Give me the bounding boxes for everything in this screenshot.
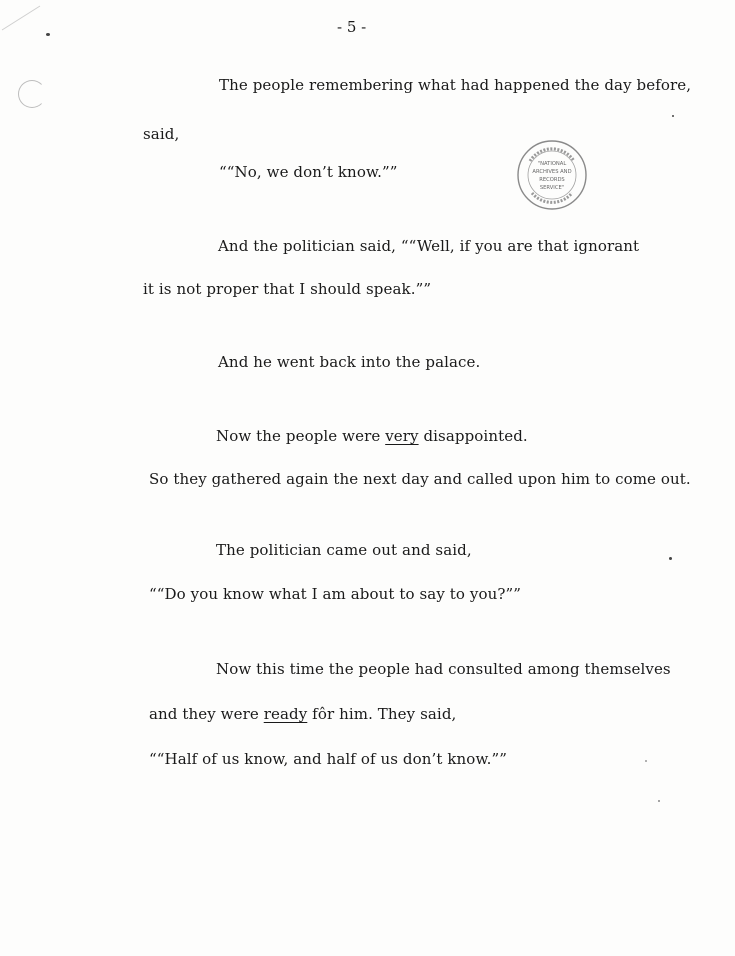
text-line-7-start: Now the people were <box>216 427 386 445</box>
stamp-line-3: RECORDS <box>539 177 565 183</box>
page-number: - 5 - <box>337 18 367 36</box>
text-line-11: Now this time the people had consulted among themselves <box>216 660 671 678</box>
text-line-8: So they gathered again the next day and called upon him to come out. <box>149 470 691 488</box>
paper-speck <box>46 33 50 36</box>
text-line-1: The people remembering what had happened the day before, <box>219 76 692 94</box>
text-line-3: ““No, we don’t know.”” <box>219 163 398 181</box>
text-line-12-start: and they were <box>149 705 264 723</box>
text-line-2: said, <box>143 125 180 143</box>
paper-speck <box>672 115 674 117</box>
text-line-13: ““Half of us know, and half of us don’t know.”” <box>149 750 508 768</box>
underlined-word-ready: ready <box>263 705 308 723</box>
text-line-10: ““Do you know what I am about to say to you?”” <box>149 585 522 603</box>
corner-fold-mark <box>0 0 60 40</box>
stamp-line-4: SERVICE" <box>539 185 565 191</box>
paper-speck <box>645 760 647 762</box>
text-line-7 <box>216 427 528 445</box>
stamp-line-2: ARCHIVES AND <box>532 169 572 175</box>
text-line-9: The politician came out and said, <box>216 541 472 559</box>
text-line-6: And he went back into the palace. <box>218 353 481 371</box>
stamp-line-1: "NATIONAL <box>537 161 567 167</box>
archives-stamp-seal <box>516 139 588 211</box>
text-line-7-end: disappointed. <box>418 427 528 445</box>
text-line-12-end: fôr him. They said, <box>307 705 457 723</box>
paper-speck <box>669 557 672 560</box>
text-line-5: it is not proper that I should speak.”” <box>143 280 432 298</box>
text-line-12 <box>149 705 456 723</box>
punch-hole-mark <box>18 80 46 108</box>
text-line-4: And the politician said, ““Well, if you are that ignorant <box>218 237 640 255</box>
underlined-word-very: very <box>385 427 419 445</box>
paper-speck <box>658 800 660 802</box>
